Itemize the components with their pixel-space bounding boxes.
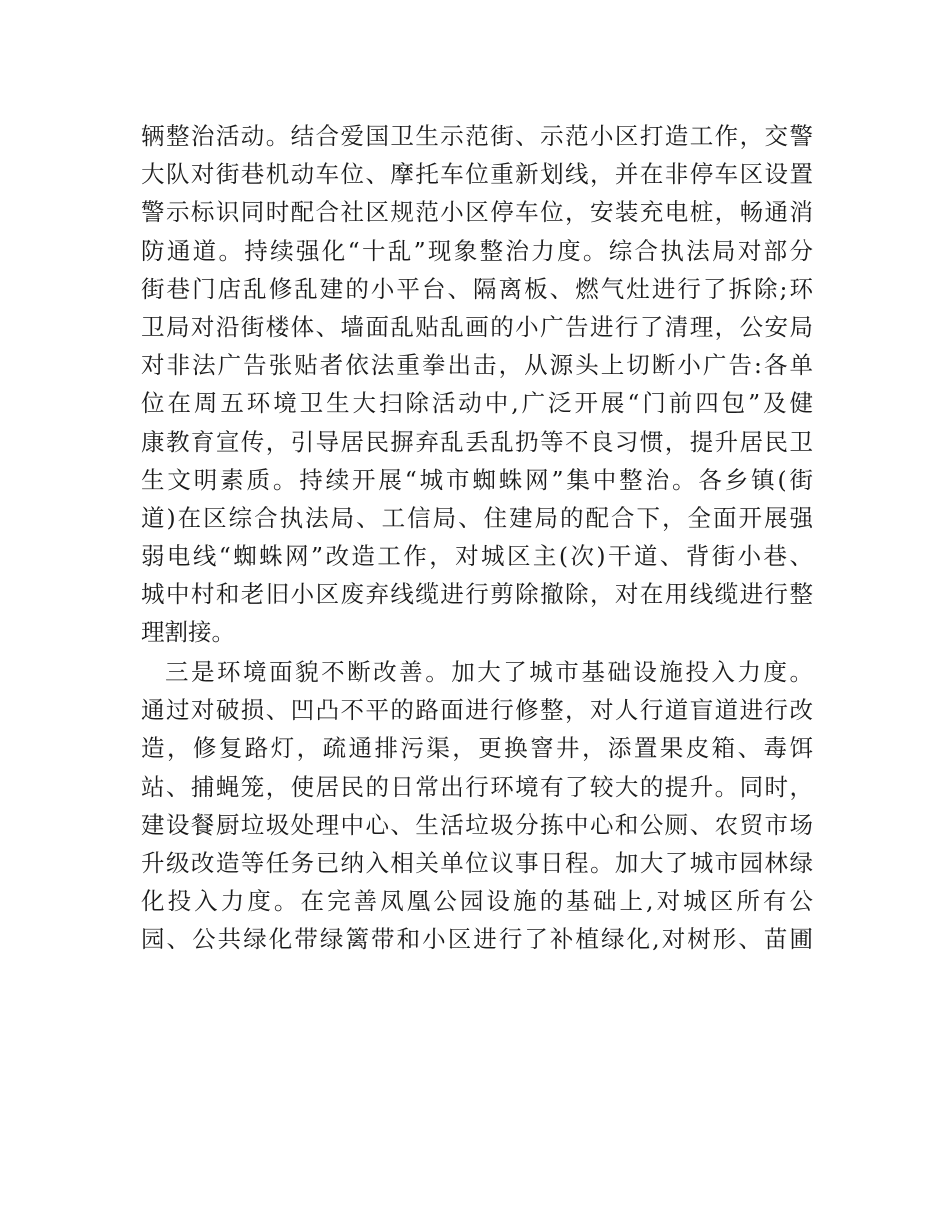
text-line: 建设餐厨垃圾处理中心、生活垃圾分拣中心和公厕、农贸市场	[141, 810, 813, 839]
text-line: 警示标识同时配合社区规范小区停车位，安装充电桩，畅通消	[141, 198, 813, 227]
text-line: 康教育宣传，引导居民摒弃乱丢乱扔等不良习惯，提升居民卫	[141, 427, 813, 456]
text-line: 对非法广告张贴者依法重拳出击，从源头上切断小广告:各单	[141, 351, 813, 380]
text-line: 防通道。持续强化“十乱”现象整治力度。综合执法局对部分	[141, 236, 813, 265]
text-line: 大队对街巷机动车位、摩托车位重新划线，并在非停车区设置	[141, 160, 813, 189]
text-line: 道)在区综合执法局、工信局、住建局的配合下，全面开展强	[141, 503, 813, 532]
text-line: 化投入力度。在完善凤凰公园设施的基础上,对城区所有公	[141, 887, 813, 916]
text-line: 站、捕蝇笼，使居民的日常出行环境有了较大的提升。同时，	[141, 772, 813, 801]
text-line: 通过对破损、凹凸不平的路面进行修整，对人行道盲道进行改	[141, 696, 813, 725]
text-line: 位在周五环境卫生大扫除活动中,广泛开展“门前四包”及健	[141, 389, 813, 418]
paragraph-1	[141, 117, 813, 652]
text-line: 园、公共绿化带绿篱带和小区进行了补植绿化,对树形、苗圃	[141, 925, 813, 954]
text-line: 造，修复路灯，疏通排污渠，更换窨井，添置果皮箱、毒饵	[141, 734, 813, 763]
text-line: 城中村和老旧小区废弃线缆进行剪除撤除，对在用线缆进行整	[141, 580, 813, 609]
text-line: 辆整治活动。结合爱国卫生示范街、示范小区打造工作，交警	[141, 122, 813, 150]
text-line: 升级改造等任务已纳入相关单位议事日程。加大了城市园林绿	[141, 848, 813, 877]
text-line: 生文明素质。持续开展“城市蜘蛛网”集中整治。各乡镇(街	[141, 465, 813, 494]
text-line: 三是环境面貌不断改善。加大了城市基础设施投入力度。	[165, 658, 813, 686]
paragraph-2	[141, 653, 813, 959]
text-line: 理割接。	[141, 618, 235, 647]
text-line: 街巷门店乱修乱建的小平台、隔离板、燃气灶进行了拆除;环	[141, 274, 813, 303]
text-line: 弱电线“蜘蛛网”改造工作，对城区主(次)干道、背街小巷、	[141, 542, 813, 571]
text-line: 卫局对沿街楼体、墙面乱贴乱画的小广告进行了清理，公安局	[141, 312, 813, 341]
